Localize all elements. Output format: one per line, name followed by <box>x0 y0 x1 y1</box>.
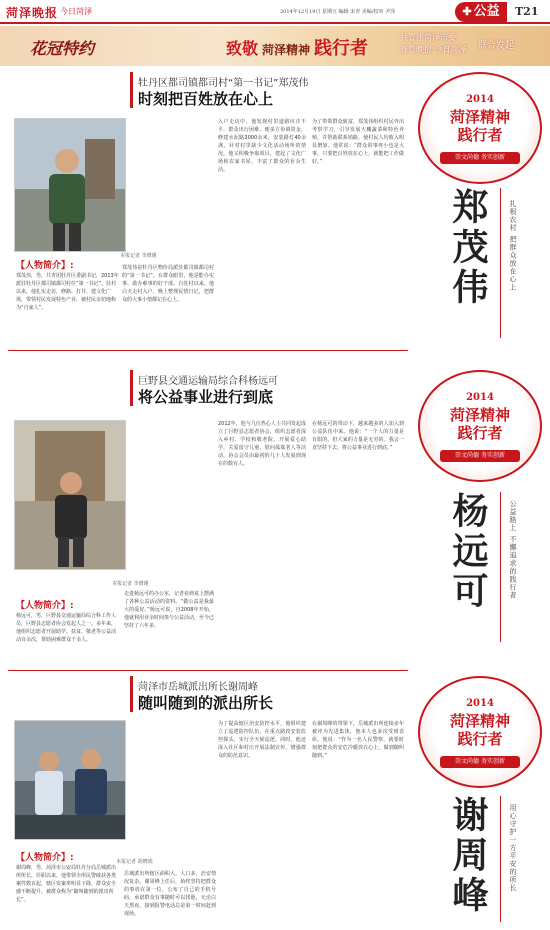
organizers: 共青团菏泽市委 齐鲁晚报·今日菏泽 <box>400 33 467 54</box>
headline-bar <box>130 370 133 406</box>
newspaper-logo: 菏泽晚报 <box>6 6 59 20</box>
intro-heading: 【人物简介】: <box>16 261 74 271</box>
section-divider <box>8 350 408 351</box>
badge-year: 2014 <box>466 392 494 403</box>
badge-title: 菏泽精神 <box>449 406 510 424</box>
section-divider <box>8 670 408 671</box>
intro-body: 杨远可，男，巨野县交通运输局综合科工作人员，巨野县志愿者协会发起人之一。多年来，他组织志愿者开展助学、扶贫、敬老等公益活动百余次，帮助困难群众千余人。 <box>16 613 117 643</box>
intro-body: 谢周峰，男，菏泽市公安局牡丹分局岳城派出所所长。任职以来，他带领全所民警破获各类案件数百起，辖区发案率明显下降，群众安全感不断提升，被群众称为“随叫随到的派出所长”。 <box>16 865 117 903</box>
badge-title: 菏泽精神 <box>449 108 510 126</box>
article-column-2: 为了提高辖区治安防控水平，他组织建立了巡逻防控队伍，在重点路段安装监控探头，实行全天候巡逻。同时，他还深入社区和村庄开展法制宣传，增强群众的防范意识。 <box>218 721 306 759</box>
portrait-photo-image <box>15 721 126 840</box>
badge-title-2: 践行者 <box>457 730 503 748</box>
article-column-3: 在谢周峰的带领下，岳城派出所连续多年被评为先进集体，他本人也多次受到表彰。他说：“作为一名人民警察，就要时刻把群众的安危冷暖放在心上，做到随叫随到。” <box>312 721 404 759</box>
intro-heading: 【人物简介】: <box>16 601 74 611</box>
honoree-tagline: 用心守护一方平安的所长 <box>509 804 517 892</box>
vertical-rule <box>500 492 501 642</box>
article-column-1: 岳城派出所辖区面积大、人口多，治安情况复杂。谢周峰上任后，始终坚持把群众的事放在第一位，公布了自己的手机号码，承诺群众有事随时可以找他，无论白天黑夜，接到报警电话总是第一时间赶到现场。 <box>124 871 216 917</box>
spirit-badge <box>418 72 542 184</box>
article-headline: 时刻把百姓放在心上 <box>138 90 274 108</box>
article-headline: 将公益事业进行到底 <box>138 388 274 406</box>
badge-year: 2014 <box>466 698 494 709</box>
article-column-3: 为了带领群众致富，郑茂伟组织村民外出考察学习，引导发展大棚蔬菜和特色养殖，并帮助联系销路，使村民人均收入明显增加。他常说：“群众的事再小也是大事，只要把百姓放在心上，就能把工作做好。” <box>312 119 404 165</box>
photo-caption: 本报记者 胡晓娟 <box>116 859 153 865</box>
article-column-2: 入户走访中，他发现村里道路坑洼不平，群众出行困难，便多方协调资金，修建水泥路3000余米，安装路灯40余盏。针对村里缺少文化活动场所的情况，他又积极争取项目，建起了文化广场和农家书屋，丰富了群众的业余生活。 <box>218 119 306 173</box>
section-tab: ✚ 公益 <box>455 2 507 22</box>
page-header <box>0 0 550 24</box>
vertical-rule <box>500 796 501 922</box>
date-line: 2014年12月19日 星期五 编辑 宋青 美编/校审 尹泽 <box>280 9 396 15</box>
article-column-1: 郑茂伟是牡丹区物价局派驻都司镇都司村的“第一书记”。在群众眼里，他是能办实事、敢办难事的好干部。自驻村以来，他白天走村入户，晚上整理民情日记，把群众的大事小情都记在心上。 <box>122 265 214 303</box>
campaign-banner <box>0 26 550 66</box>
intro-body: 郑茂伟，男，共青团牡丹区委副书记，2013年派驻牡丹区都司镇都司村任“第一书记”。驻村以来，他扎实走访，修路、打井、建文化广场，带领村民发展特色产业，被村民亲切地称为“自家人”。 <box>16 273 119 311</box>
spirit-badge <box>418 676 542 788</box>
section-name: 今日菏泽 <box>60 7 92 16</box>
article-column-2: 2012年，他与几位热心人士共同发起成立了巨野县志愿者协会，组织志愿者深入乡村、学校和敬老院，开展爱心助学、关爱留守儿童、慰问孤寡老人等活动，协会会员由最初的几十人发展到现在的数百人。 <box>218 421 306 467</box>
honoree-name: 谢周峰 <box>447 796 489 916</box>
sponsor-label: 花冠特约 <box>30 39 95 58</box>
campaign-title: 致敬 菏泽精神 践行者 <box>226 38 369 59</box>
portrait-photo-image <box>15 421 126 570</box>
spirit-badge <box>418 370 542 482</box>
photo-caption: 本报记者 李增瑾 <box>112 581 149 587</box>
article-headline: 随叫随到的派出所长 <box>138 694 274 712</box>
badge-title-2: 践行者 <box>457 126 503 144</box>
article-kicker: 牡丹区都司镇都司村“第一书记”郑茂伟 <box>138 78 309 89</box>
portrait-photo <box>14 420 126 570</box>
red-cross-icon: ✚ <box>462 5 472 18</box>
badge-slogan: 崇文尚德 务实创新 <box>440 756 520 768</box>
article-kicker: 菏泽市岳城派出所长谢周峰 <box>138 682 258 693</box>
honoree-tagline: 公益路上 不懈追求的践行者 <box>509 500 517 600</box>
badge-title-2: 践行者 <box>457 424 503 442</box>
vertical-rule <box>500 188 501 338</box>
honoree-name: 郑茂伟 <box>447 188 489 308</box>
article-column-1: 走进杨远可的办公室，记者看到桌上摆满了各种公益活动的资料。“做公益是我最大的爱好。”杨远可说，自2008年开始，他就利用业余时间参与公益活动，至今已坚持了六年多。 <box>124 591 214 629</box>
portrait-photo <box>14 720 126 840</box>
intro-heading: 【人物简介】: <box>16 853 74 863</box>
headline-bar <box>130 676 133 712</box>
honoree-tagline: 扎根农村 把群众放在心上 <box>509 200 517 292</box>
page-number: T21 <box>515 5 539 18</box>
portrait-photo <box>14 118 126 252</box>
photo-caption: 本报记者 李增瑾 <box>120 253 157 259</box>
portrait-photo-image <box>15 119 126 252</box>
honoree-name: 杨远可 <box>447 492 489 612</box>
badge-year: 2014 <box>466 94 494 105</box>
badge-slogan: 崇文尚德 务实创新 <box>440 152 520 164</box>
jointly-launched: 联合发起 <box>478 41 515 51</box>
badge-title: 菏泽精神 <box>449 712 510 730</box>
badge-slogan: 崇文尚德 务实创新 <box>440 450 520 462</box>
headline-bar <box>130 72 133 108</box>
article-kicker: 巨野县交通运输局综合科杨远可 <box>138 376 278 387</box>
article-column-3: 在杨远可的带动下，越来越多的人加入到公益队伍中来。他说：“一个人的力量是有限的，但大家的力量是无穷的。我会一直坚持下去，将公益事业进行到底。” <box>312 421 404 451</box>
